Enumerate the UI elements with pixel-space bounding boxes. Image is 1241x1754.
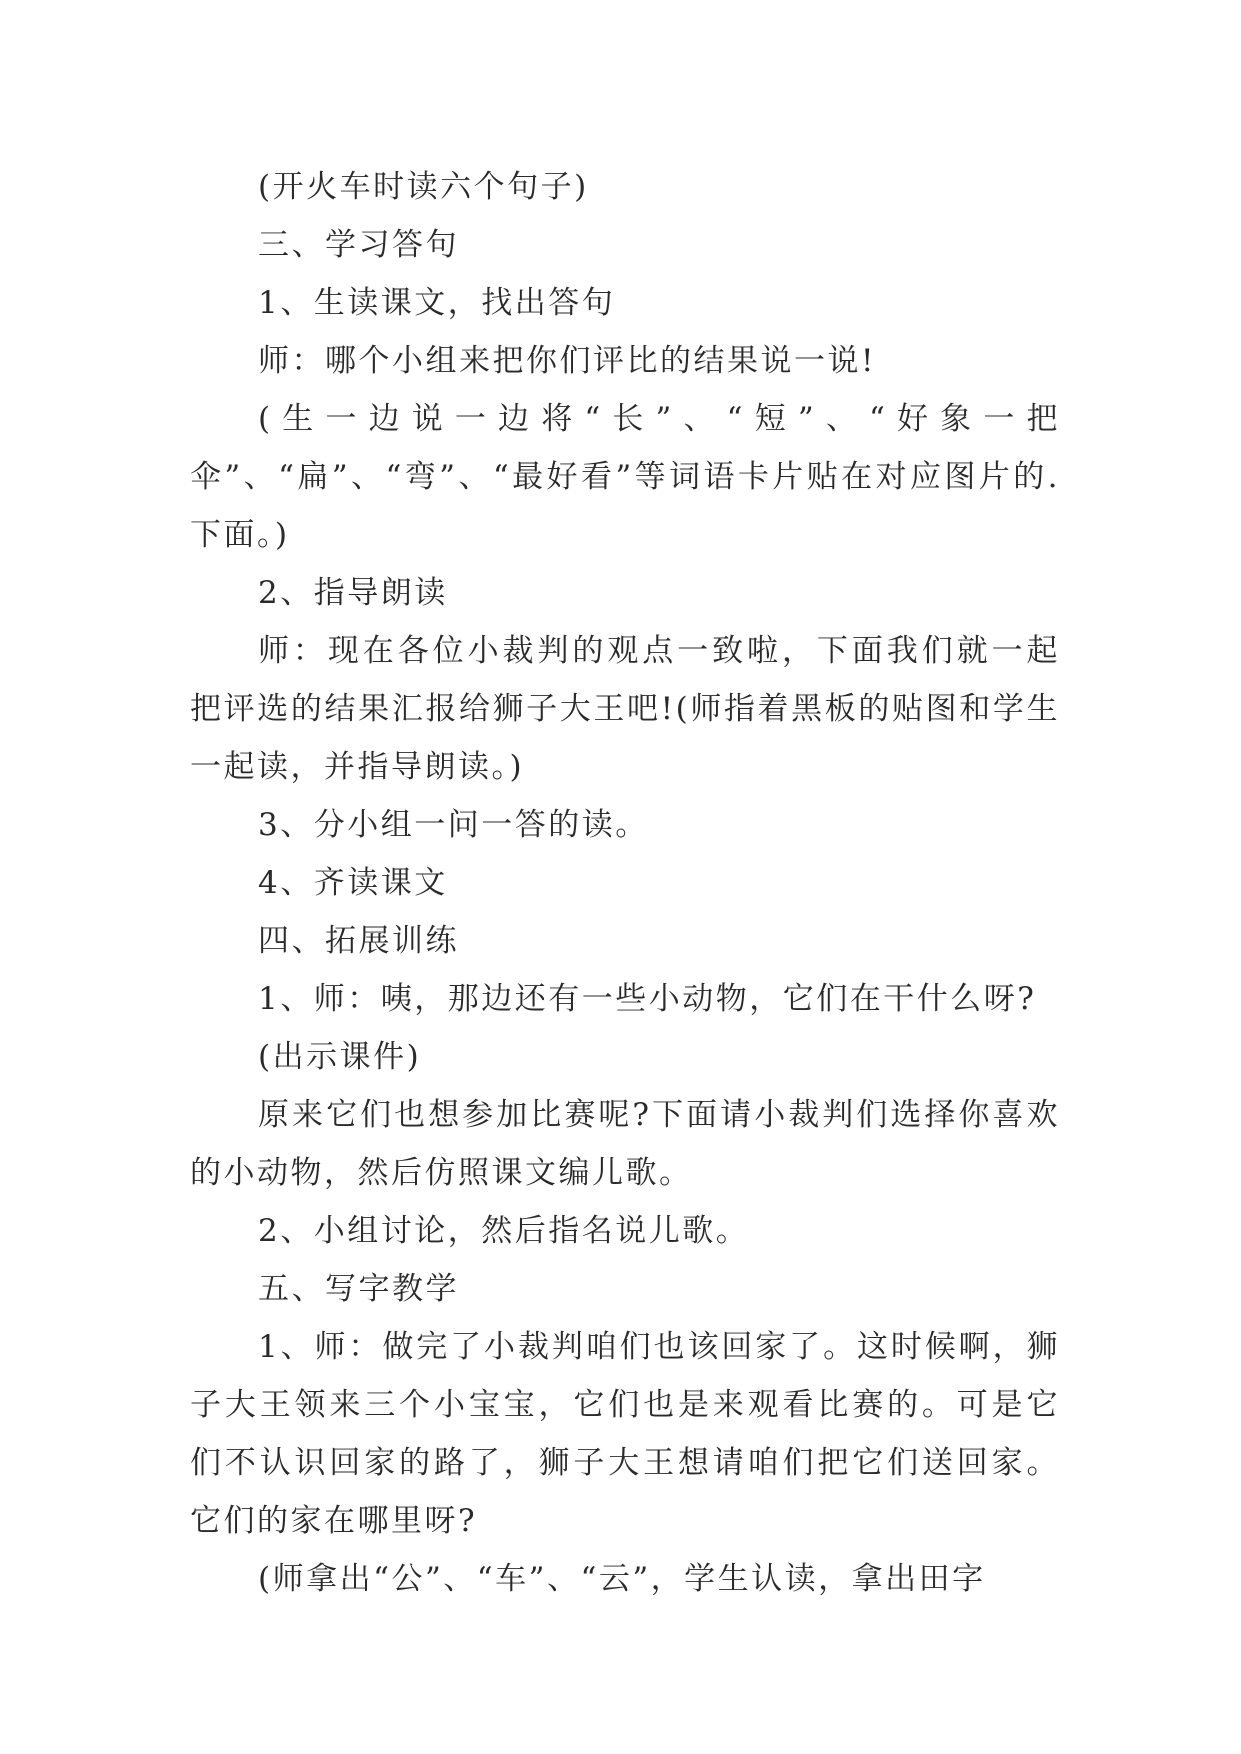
paragraph: (出示课件) (258, 1039, 422, 1075)
paragraph: 1、师：做完了小裁判咱们也该回家了。这时候啊，狮子大王领来三个小宝宝，它们也是来观看比赛的。可是它们不认识回家的路了，狮子大王想请咱们把它们送回家。它们的家在哪里呀? (190, 1329, 1060, 1539)
paragraph: (师拿出“公”、“车”、“云”，学生认读，拿出田字 (258, 1561, 986, 1597)
paragraph: 4、齐读课文 (258, 865, 448, 901)
paragraph: 2、小组讨论，然后指名说儿歌。 (258, 1213, 750, 1249)
paragraph: 2、指导朗读 (258, 575, 448, 611)
paragraph: 1、生读课文，找出答句 (258, 285, 616, 321)
paragraph: (生一边说一边将“长”、“短”、“好象一把伞”、“扁”、“弯”、“最好看”等词语卡片贴在对应图片的.下面。) (190, 401, 1060, 553)
paragraph: 师：现在各位小裁判的观点一致啦，下面我们就一起把评选的结果汇报给狮子大王吧!(师指着黑板的贴图和学生一起读，并指导朗读。) (190, 633, 1060, 785)
section-heading: 四、拓展训练 (258, 923, 459, 959)
document-body (190, 158, 1060, 1608)
paragraph: 师：哪个小组来把你们评比的结果说一说! (258, 343, 876, 379)
paragraph: 1、师：咦，那边还有一些小动物，它们在干什么呀? (258, 981, 1037, 1017)
section-heading: 五、写字教学 (258, 1271, 459, 1307)
paragraph: 3、分小组一问一答的读。 (258, 807, 649, 843)
paragraph: 原来它们也想参加比赛呢?下面请小裁判们选择你喜欢的小动物，然后仿照课文编儿歌。 (190, 1097, 1060, 1191)
section-heading: 三、学习答句 (258, 227, 459, 263)
paragraph: (开火车时读六个句子) (258, 169, 589, 205)
